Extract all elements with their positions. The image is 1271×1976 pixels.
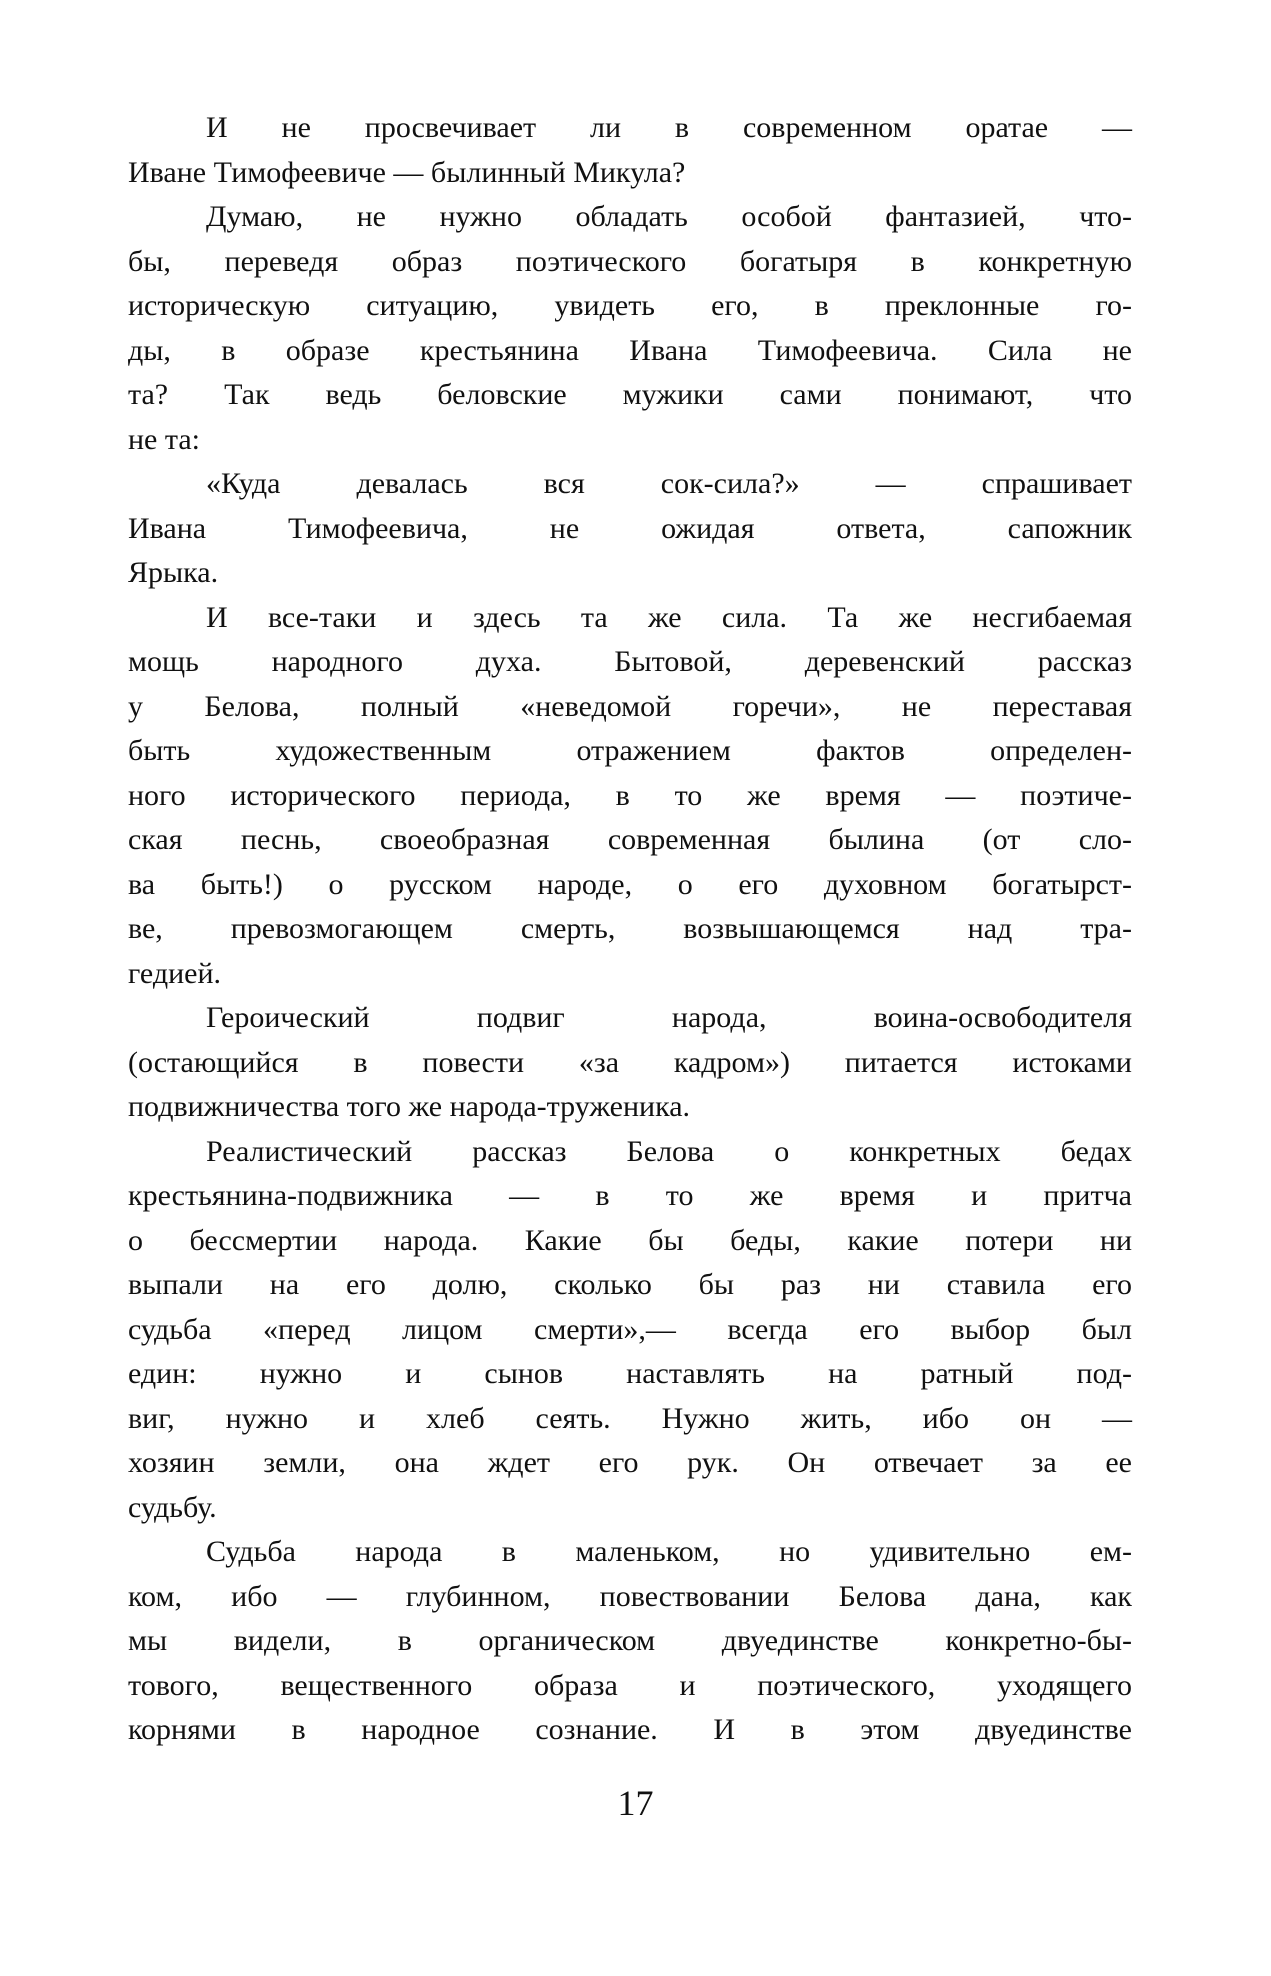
text-line: ская песнь, своеобразная современная былина (от сло-: [128, 823, 1132, 856]
text-line: крестьянина-подвижника — в то же время и притча: [128, 1179, 1132, 1212]
text-line: виг, нужно и хлеб сеять. Нужно жить, ибо он —: [128, 1401, 1132, 1435]
text-line: Иване Тимофеевиче — былинный Микула?: [128, 155, 686, 189]
text-line: корнями в народное сознание. И в этом двуединстве: [128, 1713, 1132, 1746]
text-line: (остающийся в повести «за кадром») питается истоками: [128, 1045, 1132, 1079]
text-line: Судьба народа в маленьком, но удивительно ем-: [206, 1535, 1132, 1568]
text-line: Ивана Тимофеевича, не ожидая ответа, сапожник: [128, 511, 1132, 545]
text-line: подвижничества того же народа-труженика.: [128, 1090, 691, 1123]
text-line: судьбу.: [128, 1490, 217, 1524]
text-line: бы, переведя образ поэтического богатыря в конкретную: [128, 244, 1132, 278]
text-line: мы видели, в органическом двуединстве конкретно-бы-: [128, 1624, 1132, 1657]
text-line: ве, превозмогающем смерть, возвышающемся над тра-: [128, 912, 1132, 945]
page-number: 17: [617, 1783, 654, 1823]
text-line: Реалистический рассказ Белова о конкретных бедах: [206, 1134, 1132, 1168]
text-line: выпали на его долю, сколько бы раз ни ставила его: [128, 1268, 1132, 1301]
text-line: «Куда девалась вся сок-сила?» — спрашивает: [206, 467, 1132, 500]
text-line: ного исторического периода, в то же время — поэтиче-: [128, 778, 1132, 812]
text-line: гедией.: [128, 956, 222, 990]
text-line: ва быть!) о русском народе, о его духовном богатырст-: [128, 867, 1132, 901]
text-line: Ярыка.: [128, 556, 219, 589]
text-line: мощь народного духа. Бытовой, деревенский рассказ: [128, 645, 1132, 678]
text-line: Думаю, не нужно обладать особой фантазией, что-: [206, 200, 1132, 233]
text-line: быть художественным отражением фактов определен-: [128, 734, 1132, 767]
text-line: у Белова, полный «неведомой горечи», не переставая: [128, 689, 1132, 723]
text-line: не та:: [128, 422, 200, 456]
text-line: о бессмертии народа. Какие бы беды, какие потери ни: [128, 1223, 1132, 1257]
text-line: историческую ситуацию, увидеть его, в преклонные го-: [128, 289, 1132, 322]
text-line: един: нужно и сынов наставлять на ратный под-: [128, 1357, 1132, 1390]
text-line: ды, в образе крестьянина Ивана Тимофеевича. Сила не: [128, 333, 1132, 367]
text-line: тового, вещественного образа и поэтического, уходящего: [128, 1668, 1132, 1702]
text-line: хозяин земли, она ждет его рук. Он отвечает за ее: [128, 1446, 1132, 1479]
text-line: И все-таки и здесь та же сила. Та же несгибаемая: [206, 600, 1132, 634]
text-line: та? Так ведь беловские мужики сами понимают, что: [128, 378, 1132, 411]
body-text: [128, 106, 1132, 1753]
text-line: Героический подвиг народа, воина-освободителя: [206, 1001, 1132, 1034]
text-line: судьба «перед лицом смерти»,— всегда его выбор был: [128, 1312, 1132, 1346]
text-line: ком, ибо — глубинном, повествовании Белова дана, как: [128, 1579, 1132, 1613]
text-line: И не просвечивает ли в современном оратае —: [206, 111, 1132, 144]
